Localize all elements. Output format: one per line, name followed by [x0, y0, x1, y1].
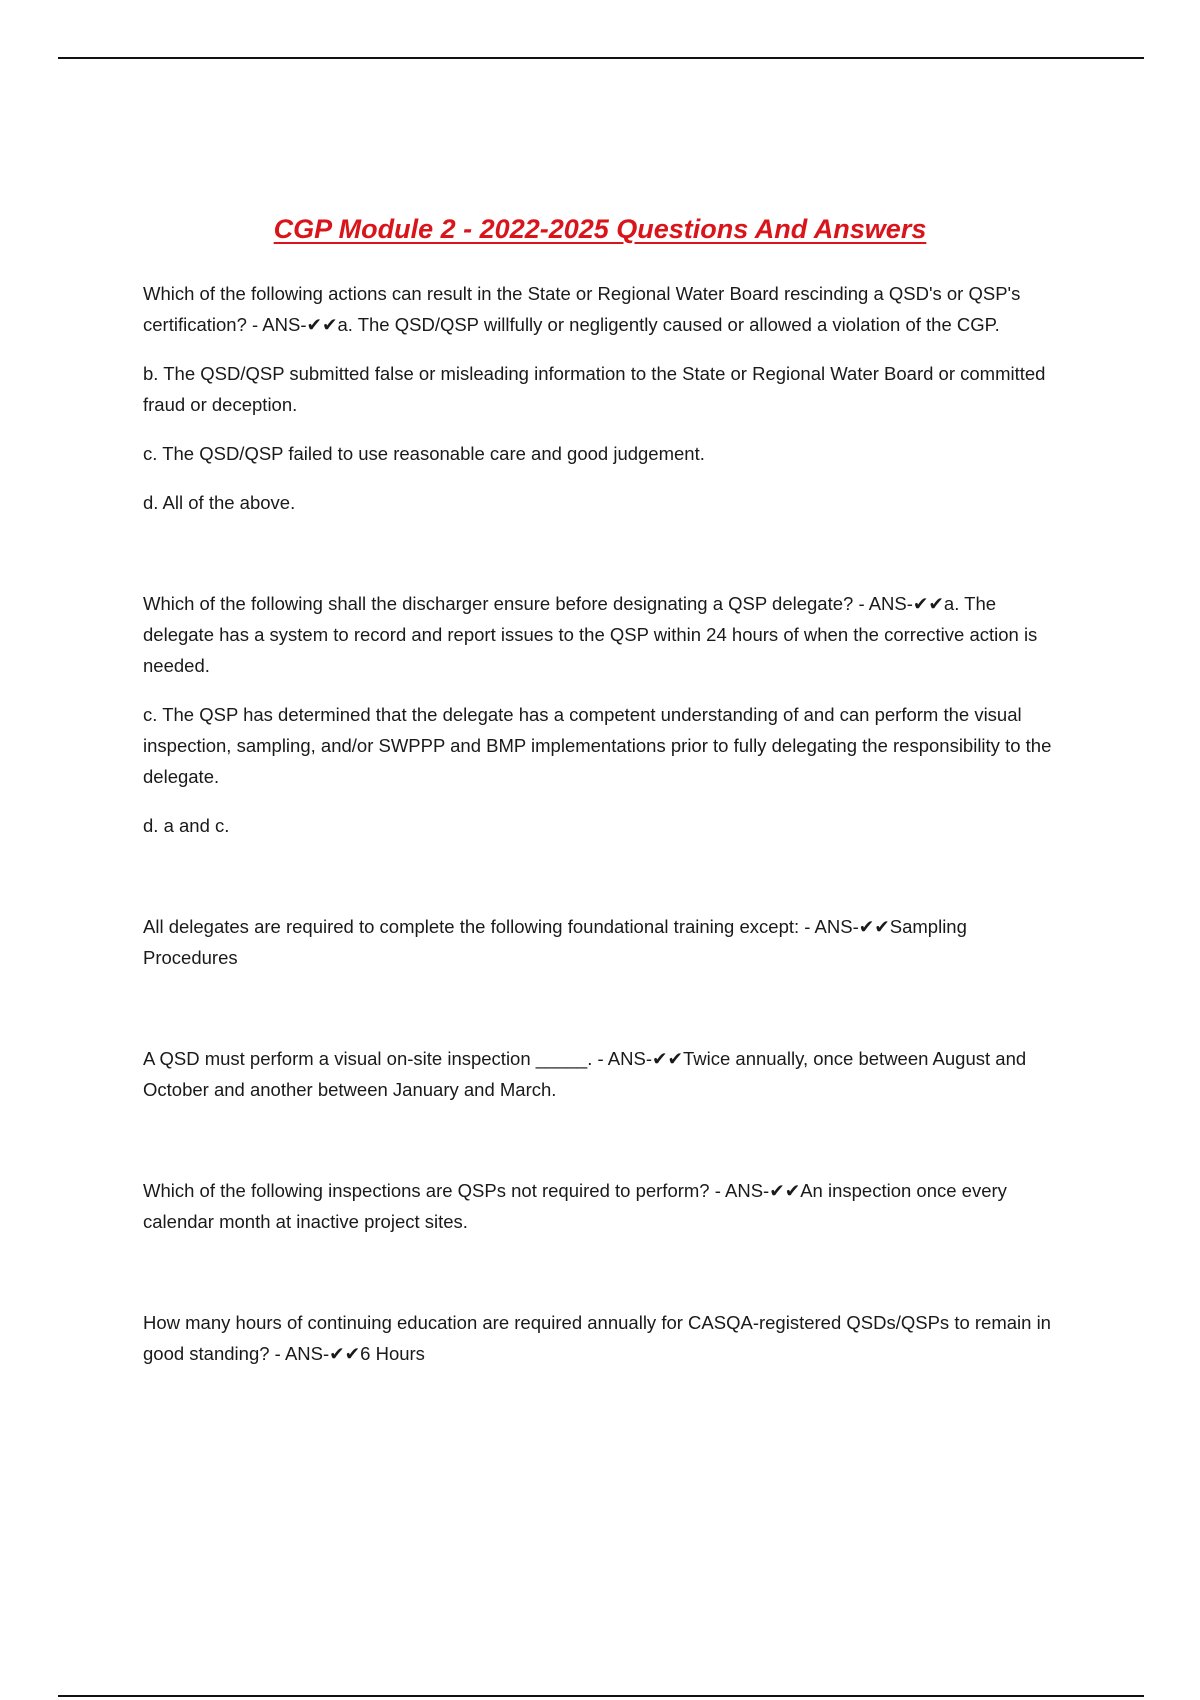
question-5: Which of the following inspections are QSPs not required to perform? - ANS-✔✔An inspection once every calendar month at inactive project sites. — [143, 1180, 1007, 1232]
question-3: All delegates are required to complete the following foundational training except: - ANS-✔✔Sampling Procedures — [143, 916, 967, 968]
spacer — [143, 859, 1063, 911]
answer-option-b: b. The QSD/QSP submitted false or misleading information to the State or Regional Water Board or committed fraud or deception. — [143, 363, 1046, 415]
document-title: CGP Module 2 - 2022-2025 Questions And Answers — [273, 214, 927, 244]
spacer — [143, 991, 1063, 1043]
answer-option-c: c. The QSP has determined that the delegate has a competent understanding of and can perform the visual inspection, sampling, and/or SWPPP and BMP implementations prior to fully delegating the responsibility to the delegate. — [143, 704, 1052, 787]
question-2: Which of the following shall the discharger ensure before designating a QSP delegate? - ANS-✔✔a. The delegate has a system to record and report issues to the QSP within 24 hours of when the corrective action is needed. — [143, 593, 1038, 676]
answer-option-c: c. The QSD/QSP failed to use reasonable care and good judgement. — [143, 443, 705, 464]
spacer — [143, 1123, 1063, 1175]
question-6: How many hours of continuing education are required annually for CASQA-registered QSDs/QSPs to remain in good standing? - ANS-✔✔6 Hours — [143, 1312, 1051, 1364]
spacer — [143, 1255, 1063, 1307]
question-1: Which of the following actions can result in the State or Regional Water Board rescinding a QSD's or QSP's certification? - ANS-✔✔a. The QSD/QSP willfully or negligently caused or allowed a violation of the CGP. — [143, 283, 1021, 335]
spacer — [143, 536, 1063, 588]
answer-option-d: d. a and c. — [143, 815, 230, 836]
question-4: A QSD must perform a visual on-site inspection _____. - ANS-✔✔Twice annually, once between August and October and another between January and March. — [143, 1048, 1027, 1100]
qa-content — [143, 278, 1063, 1387]
bottom-rule — [58, 1695, 1144, 1697]
top-rule — [58, 57, 1144, 59]
answer-option-d: d. All of the above. — [143, 492, 296, 513]
